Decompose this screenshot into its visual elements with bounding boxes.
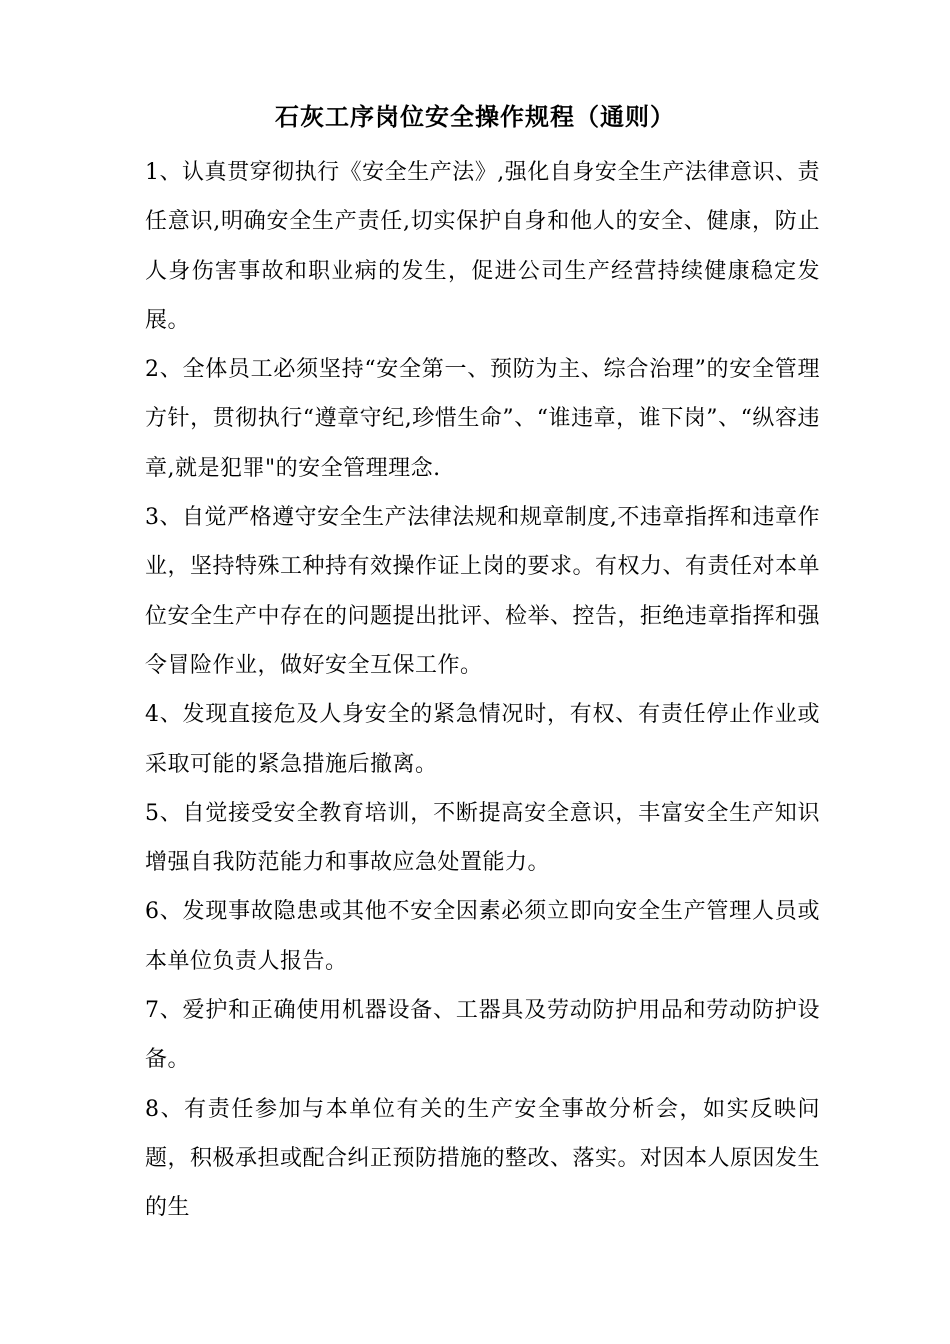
- clause-2: 2、全体员工必须坚持“安全第一、预防为主、综合治理”的安全管理方针，贯彻执行“遵章守纪,珍惜生命”、“谁违章，谁下岗”、“纵容违章,就是犯罪"的安全管理理念.: [145, 357, 820, 481]
- clause-3: 3、自觉严格遵守安全生产法律法规和规章制度,不违章指挥和违章作业，坚持特殊工种持有效操作证上岗的要求。有权力、有责任对本单位安全生产中存在的问题提出批评、检举、控告，拒绝违章指挥和强令冒险作业，做好安全互保工作。: [145, 505, 821, 678]
- clause-7: 7、爱护和正确使用机器设备、工器具及劳动防护用品和劳动防护设备。: [145, 998, 820, 1073]
- clause-5: 5、自觉接受安全教育培训，不断提高安全意识，丰富安全生产知识增强自我防范能力和事故应急处置能力。: [145, 800, 820, 876]
- clause-8: 8、有责任参加与本单位有关的生产安全事故分析会，如实反映问题，积极承担或配合纠正预防措施的整改、落实。对因本人原因发生的生: [145, 1096, 821, 1221]
- clause-1: 1、认真贯穿彻执行《安全生产法》,强化自身安全生产法律意识、责任意识,明确安全生产责任,切实保护自身和他人的安全、健康，防止人身伤害事故和职业病的发生，促进公司生产经营持续健康稳定发展。: [145, 160, 820, 333]
- clause-4: 4、发现直接危及人身安全的紧急情况时，有权、有责任停止作业或采取可能的紧急措施后撤离。: [145, 702, 820, 777]
- clause-6: 6、发现事故隐患或其他不安全因素必须立即向安全生产管理人员或本单位负责人报告。: [145, 899, 820, 974]
- document-body: [145, 148, 820, 1233]
- document-title: 石灰工序岗位安全操作规程（通则）: [275, 102, 675, 131]
